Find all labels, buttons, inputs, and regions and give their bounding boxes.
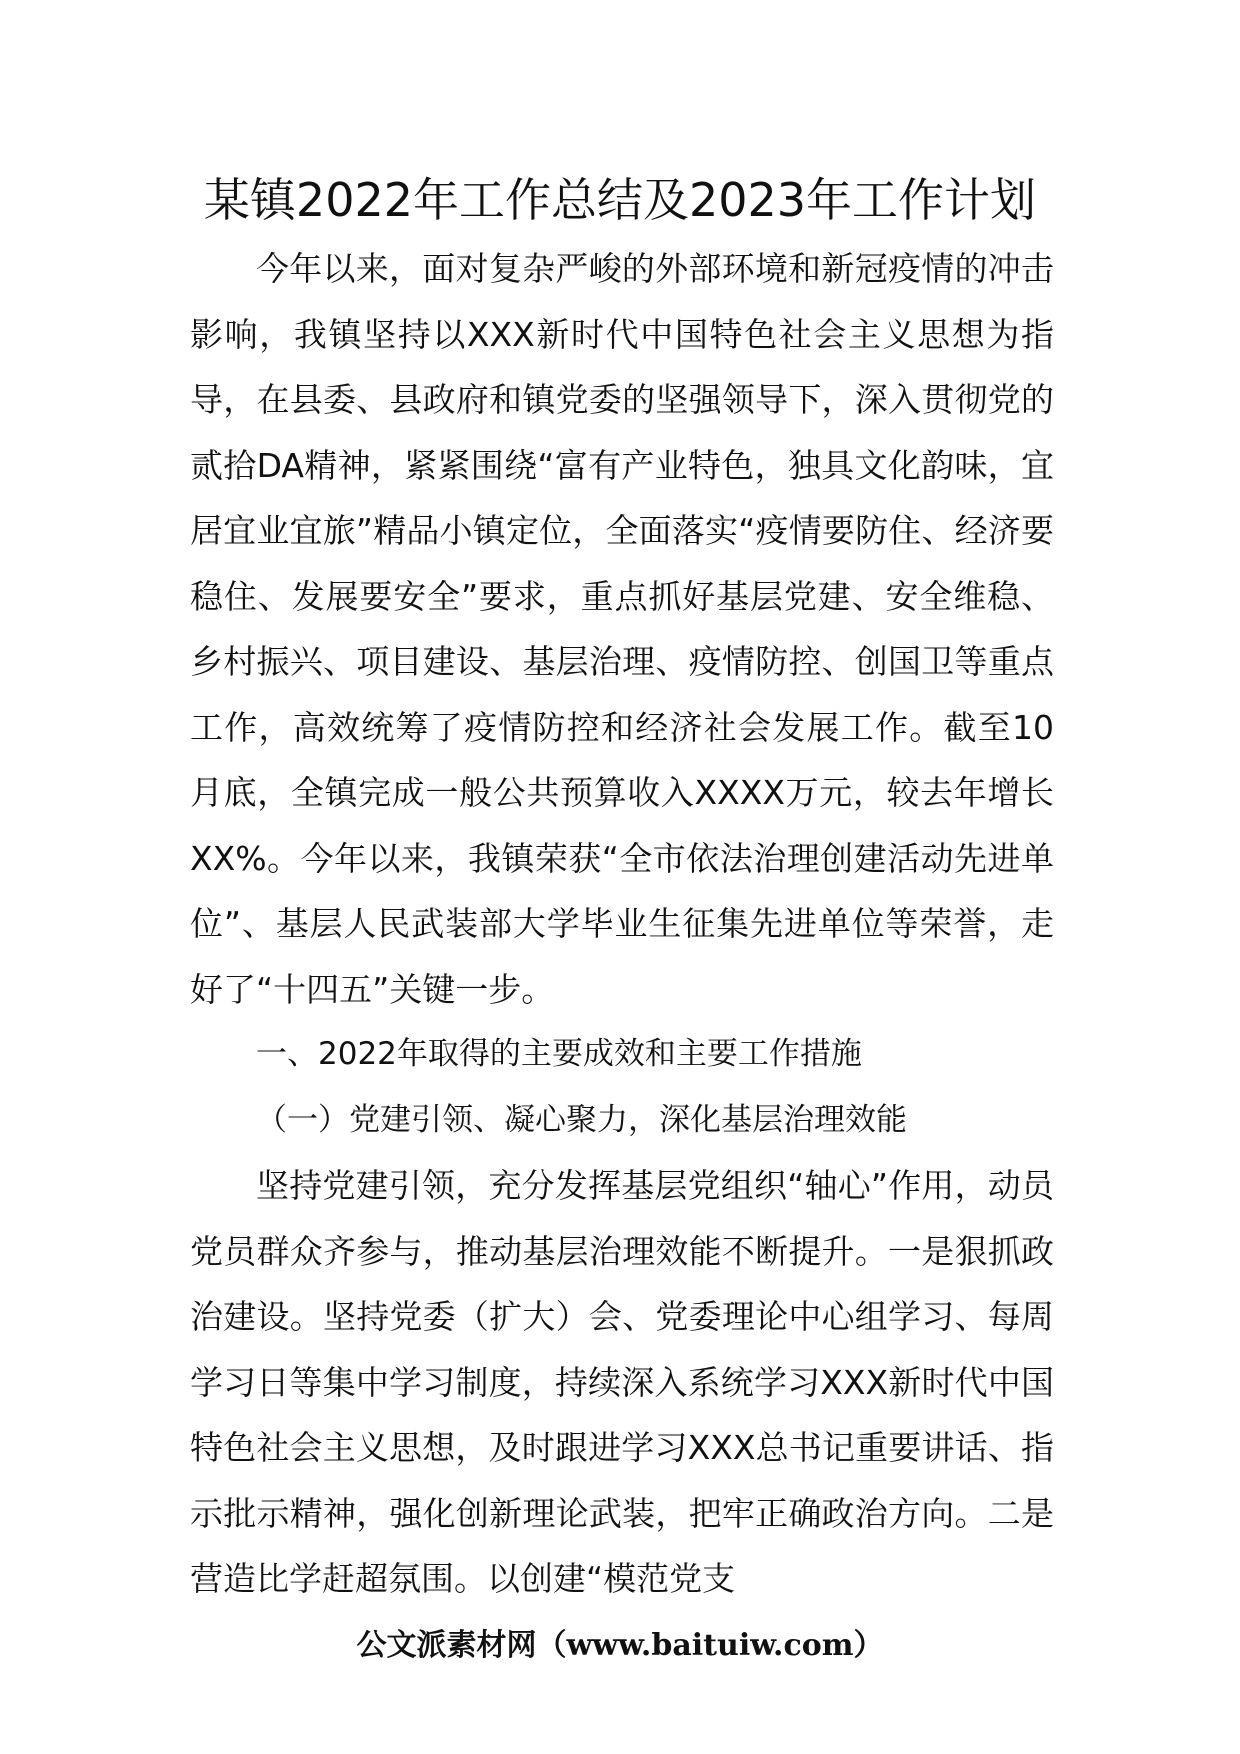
subsection-heading: （一）党建引领、凝心聚力，深化基层治理效能 bbox=[256, 1101, 907, 1138]
document-body bbox=[190, 236, 1054, 1612]
intro-paragraph: 今年以来，面对复杂严峻的外部环境和新冠疫情的冲击影响，我镇坚持以XXX新时代中国特色社会主义思想为指导，在县委、县政府和镇党委的坚强领导下，深入贯彻党的贰拾DA精神，紧紧围绕“富有产业特色，独具文化韵味，宜居宜业宜旅”精品小镇定位，全面落实“疫情要防住、经济要稳住、发展要安全”要求，重点抓好基层党建、安全维稳、乡村振兴、项目建设、基层治理、疫情防控、创国卫等重点工作，高效统筹了疫情防控和经济社会发展工作。截至10月底，全镇完成一般公共预算收入XXXX万元，较去年增长XX%。今年以来，我镇荣获“全市依法治理创建活动先进单位”、基层人民武装部大学毕业生征集先进单位等荣誉，走好了“十四五”关键一步。 bbox=[190, 249, 1054, 1009]
document-title: 某镇2022年工作总结及2023年工作计划 bbox=[203, 173, 1037, 227]
body-paragraph: 坚持党建引领，充分发挥基层党组织“轴心”作用，动员党员群众齐参与，推动基层治理效能不断提升。一是狠抓政治建设。坚持党委（扩大）会、党委理论中心组学习、每周学习日等集中学习制度，持续深入系统学习XXX新时代中国特色社会主义思想，及时跟进学习XXX总书记重要讲话、指示批示精神，强化创新理论武装，把牢正确政治方向。二是营造比学赶超氛围。以创建“模范党支 bbox=[190, 1166, 1054, 1598]
section-heading: 一、2022年取得的主要成效和主要工作措施 bbox=[256, 1036, 862, 1072]
footer-watermark: 公文派素材网（www.baituiw.com） bbox=[356, 1628, 884, 1663]
